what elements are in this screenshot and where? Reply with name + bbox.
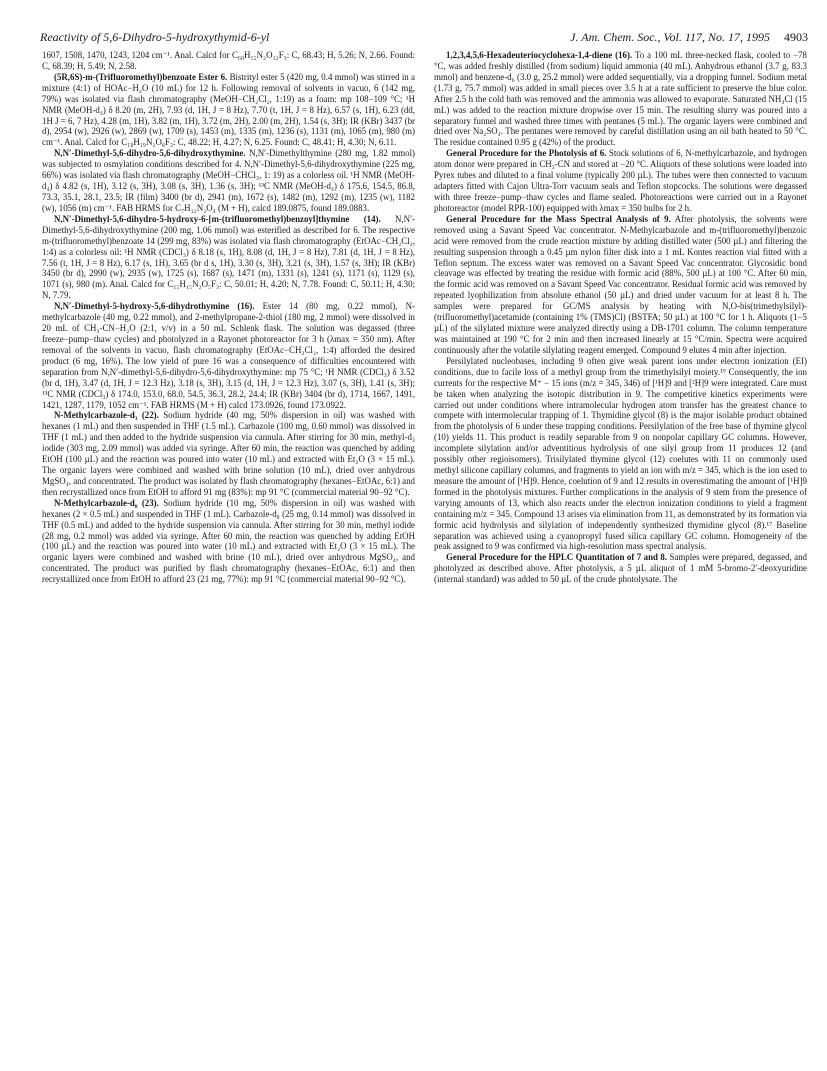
journal-name: J. Am. Chem. Soc., Vol. 117, No. 17, 1995 bbox=[570, 30, 770, 44]
paragraph bbox=[434, 356, 807, 553]
paragraph bbox=[42, 72, 415, 148]
section-heading: N,N′-Dimethyl-5,6-dihydro-5,6-dihydroxythymine. bbox=[54, 148, 246, 159]
section-heading: General Procedure for the Mass Spectral Analysis of 9. bbox=[446, 213, 671, 224]
section-heading: N-Methylcarbazole-d₈ (23). bbox=[54, 497, 159, 508]
paragraph-text: Persilylated nucleobases, including 9 often give weak parent ions under electron ionization (EI) conditions, due to facile loss of a methyl group from the trimethylsilyl moiety.¹⁹ Consequently, the ion currents for the respective M⁺ − 15 ions (m/z = 345, 346) of [¹H]9 and [²H]9 were integrated. Care must be taken when analyzing the isotopic distribution in 9. The competitive kinetics experiments were carried out under conditions where intramolecular hydrogen atom transfer has the greatest chance to compete with intermolecular trapping of 1. Thymidine glycol (8) is the major isolable product obtained from the photolysis of 6 under these trapping conditions. Persilylation of the free base of thymine glycol (10) yields 11. This product is readily separable from 9 on nonpolar capillary GC columns. However, incomplete silylation and/or adventitious hydrolysis of one silyl group from 11 produces 12 (and possibly other regioisomers). Trisilylated thymine glycol (12) coelutes with 11 on commonly used methyl silicone capillary columns, and fragments to yield an ion with m/z = 345, which is the ion used to measure the amount of [¹H]9. Hence, coelution of 9 and 12 results in overestimating the amount of [¹H]9 formed in the photolysis mixtures. Further complications in the analysis of 9 stem from the presence of varying amounts of 13, which also reacts under the electron ionization conditions to yield a fragment containing m/z = 345. Compound 13 arises via elimination from 11, as demonstrated by its formation via formic acid hydrolysis and silylation of independently synthesized thymidine glycol (8).¹⁷ Baseline separation was achieved using a cyanopropyl fused silica capillary GC column. Homogeneity of the peak assigned to 9 was confirmed via high-resolution mass spectral analysis. bbox=[434, 355, 807, 552]
paragraph-text: Ester 14 (80 mg, 0.22 mmol), N-methylcarbazole (40 mg, 0.22 mmol), and 2-methylpropane-2-thiol (180 mg, 2 mmol) were dissolved in 20 mL of CH₃-CN−H₂O (2:1, v/v) in a 50 mL Schlenk flask. The solution was degassed (three freeze−pump−thaw cycles) and photolyzed in a Rayonet photoreactor for 3 h (λmax = 350 nm). After removal of the solvents in vacuo, flash chromatography (EtOAc−CH₂Cl₂, 1:4) afforded the desired product (6 mg, 16%). The low yield of pure 16 was a consequence of difficulties encountered with separation from N,N′-dimethyl-5,6-dihydro-5,6-dihydroxythymine: mp 75 °C; ¹H NMR (CDCl₃) δ 3.52 (br d, 1H), 3.47 (d, 1H, J = 12.3 Hz), 3.18 (s, 3H), 3.15 (d, 1H, J = 12.3 Hz), 3.07 (s, 3H), 1.41 (s, 3H); ¹³C NMR (CDCl₃) δ 174.0, 153.0, 68.0, 54.5, 36.3, 28.2, 24.4; IR (KBr) 3404 (br d), 1714, 1667, 1491, 1421, 1287, 1179, 1052 cm⁻¹. FAB HRMS (M + H) calcd 173.0926, found 173.0922. bbox=[42, 301, 415, 410]
paragraph-text: Bistrityl ester 5 (420 mg, 0.4 mmol) was stirred in a mixture (4:1) of HOAc−H₂O (10 mL) for 12 h. Following removal of solvents in vacuo, 6 (142 mg, 79%) was isolated via flash chromatography (MeOH−CH₂Cl₂, 1:19) as a foam: mp 108−109 °C; ¹H NMR (MeOH-d₄) δ 8.20 (m, 2H), 7.93 (d, 1H, J = 8 Hz), 7.70 (t, 1H, J = 8 Hz), 6.57 (s, 1H), 6.23 (dd, 1H J = 6, 7 Hz), 4.28 (m, 1H), 3.82 (m, 1H), 3.72 (m, 2H), 2.00 (m, 2H), 1.54 (s, 3H); IR (KBr) 3437 (br d), 2954 (w), 2926 (w), 2869 (w), 1709 (s), 1453 (m), 1335 (m), 1236 (s), 1131 (m), 1065 (m), 980 (m) cm⁻¹. Anal. Calcd for C₁₈H₁₉N₂O₈F₃: C, 48.22; H, 4.27; N, 6.25. Found: C, 48.41; H, 4.30; N, 6.11. bbox=[42, 71, 415, 148]
paragraph bbox=[42, 148, 415, 214]
paragraph-text: Sodium hydride (10 mg, 50% dispersion in oil) was washed with hexanes (2 × 0.5 mL) and suspended in THF (1 mL). Carbazole-d₈ (25 mg, 0.14 mmol) was dissolved in THF (0.5 mL) and added to the hydride suspension via cannula. After stirring for 30 min, methyl iodide (28 mg, 0.2 mmol) was added via syringe. After 60 min, the reaction was quenched by adding EtOH (100 µL) and the reaction was poured into water (10 mL) and extracted with Et₂O (3 × 15 mL). The organic layers were combined and washed with brine (10 mL), dried over anhydrous MgSO₄, and concentrated. The product was purified by flash chromatography (hexanes−EtOAc, 6:1) and then recrystallized once from EtOH to afford 23 (21 mg, 77%): mp 91 °C (commercial material 90−92 °C). bbox=[42, 497, 415, 585]
paragraph-text: Samples were prepared, degassed, and photolyzed as described above. After photolysis, a 5 µL aliquot of 1 mM 5-bromo-2′-deoxyuridine (internal standard) was added to 50 µL of the crude photolysate. The bbox=[434, 552, 807, 585]
page-number: 4903 bbox=[784, 30, 808, 44]
paragraph bbox=[42, 498, 415, 585]
paragraph-text: To a 100 mL three-necked flask, cooled to −78 °C, was added freshly distilled (from sodium) liquid ammonia (40 mL). Anhydrous ethanol (3.7 g, 83.3 mmol) and benzene-d₆ (3.0 g, 25.2 mmol) were added sequentially, via a dropping funnel. Sodium metal (1.73 g, 75.7 mmol) was added in small pieces over 3.5 h at a rate sufficient to preserve the blue color. After 2.5 h the cold bath was removed and the ammonia was allowed to evaporate. Saturated NH₄Cl (15 mL) was added to the reaction mixture dropwise over 15 min. The resulting slurry was poured into a separatory funnel and washed three times with pentanes (5 mL). The organic layers were combined and dried over Na₂SO₄. The pentanes were removed by careful distillation using an oil bath heated to 50 °C. The residue contained 0.95 g (42%) of the product. bbox=[434, 50, 807, 148]
section-heading: 1,2,3,4,5,6-Hexadeuteriocyclohexa-1,4-diene (16). bbox=[446, 50, 633, 60]
section-heading: General Procedure for the Photolysis of 6. bbox=[446, 148, 607, 159]
paragraph-text: N,N′-Dimethyl-5,6-dihydroxythymine (200 mg, 1.06 mmol) was esterified as described for 6. The respective m-(trifluoromethyl)benzoate 14 (299 mg, 83%) was isolated via flash chromatography (EtOAc−CH₂Cl₂, 1:4) as a colorless oil: ¹H NMR (CDCl₃) δ 8.18 (s, 1H), 8.08 (d, 1H, J = 8 Hz), 7.81 (d, 1H, J = 8 Hz), 7.56 (t, 1H, J = 8 Hz), 6.17 (s, 1H), 3.65 (br d s, 1H), 3.30 (s, 3H), 3.21 (s, 3H), 1.57 (s, 3H); IR (KBr) 3450 (br d), 2990 (w), 2935 (w), 1725 (s), 1687 (s), 1471 (m), 1331 (s), 1241 (s), 1171 (s), 1129 (s), 1071 (s), 980 (m). Anal. Calcd for C₁₅H₁₅N₂O₅F₃: C, 50.01; H, 4.20; N, 7.78. Found: C, 50.11; H, 4.30; N, 7.79. bbox=[42, 213, 415, 301]
paragraph bbox=[42, 301, 415, 410]
running-title: Reactivity of 5,6-Dihydro-5-hydroxythymid-6-yl bbox=[40, 30, 270, 44]
paragraph bbox=[434, 148, 807, 214]
paragraph-text: 1607, 1508, 1470, 1243, 1204 cm⁻¹. Anal. Calcd for C₆₀H₅₅N₂O₁₂F₃: C, 68.43; H, 5.26; N, 2.66. Found: C, 68.39; H, 5.49; N, 2.58. bbox=[42, 50, 415, 71]
running-header bbox=[40, 30, 808, 46]
section-heading: General Procedure for the HPLC Quantitation of 7 and 8. bbox=[446, 552, 668, 563]
left-column bbox=[42, 50, 415, 1055]
paragraph bbox=[434, 50, 807, 148]
paragraph-text: N,N′-Dimethylthymine (280 mg, 1.82 mmol) was subjected to osmylation conditions described for 4. N,N′-Dimethyl-5,6-dihydroxythymine (225 mg, 66%) was isolated via flash chromatography (MeOH−CHCl₃, 1: 19) as a colorless oil. ¹H NMR (MeOH-d₄) δ 4.82 (s, 1H), 3.12 (s, 3H), 3.08 (s, 3H), 1.36 (s, 3H); ¹³C NMR (MeOH-d₄) δ 175.6, 154.5, 86.8, 73.3, 35.1, 28.1, 23.5; IR (film) 3400 (br d), 2941 (m), 1672 (s), 1482 (m), 1292 (m), 1235 (w), 1182 (w), 1056 (m) cm⁻¹. FAB HRMS for C₇H₁₂N₂O₄ (M + H), calcd 189.0875, found 189.0883. bbox=[42, 148, 415, 213]
journal-citation bbox=[570, 30, 808, 45]
paragraph bbox=[434, 552, 807, 585]
section-heading: N,N′-Dimethyl-5-hydroxy-5,6-dihydrothymine (16). bbox=[54, 301, 255, 312]
paragraph bbox=[42, 214, 415, 301]
section-heading: (5R,6S)-m-(Trifluoromethyl)benzoate Ester 6. bbox=[54, 71, 228, 82]
paragraph bbox=[434, 214, 807, 356]
right-column bbox=[434, 50, 807, 1055]
paragraph bbox=[42, 410, 415, 497]
section-heading: N-Methylcarbazole-d₃ (22). bbox=[54, 410, 159, 421]
paragraph-text: After photolysis, the solvents were removed using a Savant Speed Vac concentrator. N-Methylcarbazole and m-(trifluoromethyl)benzoic acid were removed from the crude reaction mixture by adding distilled water (500 µL) and filtering the resulting suspension through a 0.45 µm nylon filter disk into a 1 mL Kontes reaction vial fitted with a Teflon septum. The excess water was removed on a Savant Speed Vac concentrator. Glycosidic bond cleavage was effected by treating the residue with formic acid (88%, 500 µL) at 100 °C. After 60 min, the formic acid was removed on a Savant Speed Vac concentrator. Residual formic acid was removed by repeated lyophilization from absolute ethanol (50 µL) and dried under vacuum for at least 8 h. The samples were prepared for GC/MS analysis by heating with N,O-bis(trimethylsilyl)-(trifluoromethyl)acetamide (containing 1% (TMS)Cl) (BSTFA; 50 µL) at 100 °C for 1 h. Aliquots (1−5 µL) of the silylated mixture were analyzed directly using a DB-1701 column. The column temperature was maintained at 190 °C for 2 min and then increased linearly at 15 °C/min. Spectra were acquired continuously after the volatile silylating reagent emerged. Compound 9 elutes 4 min after injection. bbox=[434, 213, 807, 355]
paragraph-text: Stock solutions of 6, N-methylcarbazole, and hydrogen atom donor were prepared in CH₃-CN and stored at −20 °C. Aliquots of these solutions were loaded into Pyrex tubes and diluted to a final volume (typically 200 µL). The tubes were then connected to vacuum adapters fitted with Cajon Ultra-Torr vacuum seals and Teflon stopcocks. The solutions were degassed with three freeze−pump−thaw cycles and flame sealed. Photoreactions were carried out in a Rayonet photoreactor (model RPR-100) equipped with λmax = 350 bulbs for 2 h. bbox=[434, 148, 807, 213]
section-heading: N,N′-Dimethyl-5,6-dihydro-5-hydroxy-6-[m-(trifluoromethyl)benzoyl]thymine (14). bbox=[54, 213, 381, 224]
paragraph bbox=[42, 50, 415, 72]
paragraph-text: Sodium hydride (40 mg, 50% dispersion in oil) was washed with hexanes (1 mL) and then suspended in THF (1.5 mL). Carbazole (100 mg, 0.60 mmol) was dissolved in THF (1 mL) and then added to the hydride suspension via cannula. After stirring for 30 min, methyl-d₃ iodide (303 mg, 2.09 mmol) was added via syringe. After 60 min, the reaction was quenched by adding EtOH (100 µL) and the reaction was poured into water (10 mL) and extracted with Et₂O (3 × 15 mL). The organic layers were combined and washed with brine solution (10 mL), dried over anhydrous MgSO₄, and concentrated. The product was isolated by flash chromatography (hexanes−EtOAc, 6:1) and then recrystallized once from EtOH to afford 91 mg (83%): mp 91 °C (commercial material 90−92 °C). bbox=[42, 410, 415, 497]
